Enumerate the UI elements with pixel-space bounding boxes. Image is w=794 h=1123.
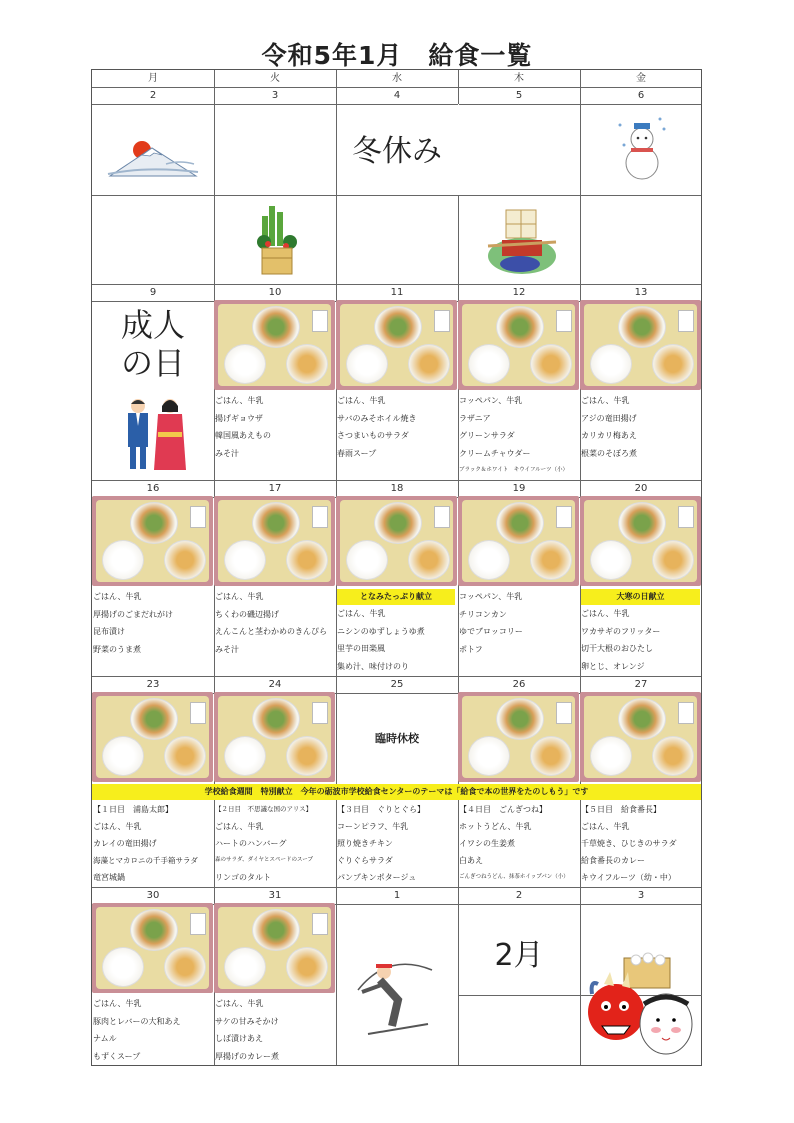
meal-photo (214, 300, 335, 390)
menu-item: 海藻とマカロニの千手箱サラダ (93, 856, 198, 865)
menu-item: サバのみそホイル焼き (337, 413, 417, 423)
date-label: 2 (515, 890, 523, 901)
menu-item: カリカリ梅あえ (581, 431, 637, 440)
menu-item: ごはん、牛乳 (93, 592, 142, 601)
meal-photo (580, 300, 701, 390)
menu-item: 【３日目 ぐりとぐら】 (337, 805, 425, 814)
daikan-menu-banner: 大寒の日献立 (581, 589, 700, 605)
menu-item: サケの甘みそかけ (215, 1016, 279, 1026)
menu-item: ホットうどん、牛乳 (459, 822, 532, 831)
meal-photo (92, 903, 213, 993)
menu-item: もずくスープ (93, 1051, 141, 1061)
menu-item: ラザニア (459, 413, 491, 423)
menu-item: ちくわの磯辺揚げ (215, 609, 279, 619)
menu-item: 里芋の田楽風 (337, 644, 385, 653)
menu-item: 春雨スープ (337, 448, 377, 458)
meal-photo (214, 496, 335, 586)
menu-jan-26 (459, 801, 577, 886)
date-label: 11 (390, 287, 404, 298)
menu-item: ごはん、牛乳 (215, 396, 264, 405)
menu-item: カレイの竜田揚げ (93, 839, 157, 848)
date-label: 30 (146, 890, 160, 901)
temporary-closure-label: 臨時休校 (375, 732, 419, 745)
kadomatsu-illustration (254, 202, 300, 278)
meal-photo (580, 692, 701, 782)
date-label: 3 (637, 890, 645, 901)
menu-item: 卵とじ、オレンジ (581, 661, 645, 671)
date-label: 31 (268, 890, 282, 901)
menu-item: ごはん、牛乳 (215, 592, 264, 601)
date-label: 2 (149, 90, 157, 101)
menu-jan-19 (459, 588, 577, 658)
menu-item: 白あえ (459, 856, 483, 865)
menu-item: ごはん、牛乳 (337, 609, 386, 618)
winter-break-label: 冬休み (352, 134, 442, 169)
meal-photo (458, 692, 579, 782)
date-label: 26 (512, 679, 526, 690)
menu-item: 韓国風あえもの (215, 431, 271, 440)
menu-item: ごはん、牛乳 (215, 822, 264, 831)
menu-jan-16 (93, 588, 211, 658)
menu-item: ゆでブロッコリー (459, 627, 523, 636)
menu-item: パンプキンポタージュ (337, 873, 417, 882)
meal-photo (214, 692, 335, 782)
date-label: 5 (515, 90, 523, 101)
date-label: 6 (637, 90, 645, 101)
menu-jan-23 (93, 801, 211, 886)
coming-of-age-couple-illustration (120, 396, 190, 476)
menu-item: ごはん、牛乳 (215, 999, 264, 1008)
menu-item: えんこんと茎わかめのきんぴら (215, 627, 327, 636)
meal-photo (458, 496, 579, 586)
menu-note: ブラック＆ホワイト キウイフルーツ（小） (459, 467, 568, 473)
meal-photo (458, 300, 579, 390)
date-label: 18 (390, 483, 404, 494)
menu-item: 【１日目 浦島太郎】 (93, 805, 173, 814)
menu-item: みそ汁 (215, 644, 239, 654)
date-label: 27 (634, 679, 648, 690)
meal-photo (92, 496, 213, 586)
menu-item: 切干大根のおひたし (581, 644, 653, 653)
meal-photo (580, 496, 701, 586)
menu-jan-20 (581, 605, 699, 675)
menu-item: 竜宮城鍋 (93, 873, 125, 882)
weekday-thu: 木 (514, 73, 524, 84)
weekday-mon: 月 (148, 73, 158, 84)
menu-item: ハートのハンバーグ (215, 839, 287, 848)
date-label: 10 (268, 287, 282, 298)
menu-item: 野菜のうま煮 (93, 644, 141, 654)
holiday-line: の日 (120, 344, 185, 382)
holiday-line: 成人 (120, 306, 185, 344)
menu-item: チリコンカン (459, 609, 507, 619)
meal-photo (336, 496, 457, 586)
menu-item: ごはん、牛乳 (93, 999, 142, 1008)
menu-item: アジの竜田揚げ (581, 413, 637, 423)
menu-item: 根菜のそぼろ煮 (581, 448, 637, 458)
menu-item: 千草焼き、ひじきのサラダ (581, 839, 677, 848)
date-label: 3 (271, 90, 279, 101)
menu-jan-18 (337, 605, 455, 675)
meal-photo (214, 903, 335, 993)
tonami-menu-banner: となみたっぷり献立 (337, 589, 455, 605)
menu-jan-12 (459, 392, 577, 480)
date-label: 12 (512, 287, 526, 298)
coming-of-age-day-label (92, 306, 214, 382)
menu-item: 給食番長のカレー (581, 856, 645, 865)
setsubun-oni-illustration (584, 950, 700, 1062)
menu-item: ぐりぐらサラダ (337, 856, 393, 865)
meal-photo (336, 300, 457, 390)
menu-item: ポトフ (459, 644, 483, 654)
date-label: 20 (634, 483, 648, 494)
menu-item: 【５日目 給食番長】 (581, 805, 661, 814)
menu-item: グリーンサラダ (459, 431, 515, 440)
menu-item: 森のサラダ、ダイヤとスペードのスープ (215, 857, 313, 863)
date-label: 23 (146, 679, 160, 690)
date-label: 1 (393, 890, 401, 901)
menu-item: ごはん、牛乳 (581, 822, 630, 831)
menu-jan-17 (215, 588, 333, 658)
menu-item: 豚肉とレバーの大和あえ (93, 1016, 181, 1026)
menu-item: 昆布漬け (93, 627, 125, 636)
menu-jan-24 (215, 801, 333, 886)
weekday-fri: 金 (636, 73, 646, 84)
meal-photo (92, 692, 213, 782)
menu-item: しば漬けあえ (215, 1034, 263, 1043)
menu-item: コッペパン、牛乳 (459, 592, 523, 601)
menu-item: ごはん、牛乳 (93, 822, 142, 831)
menu-jan-10 (215, 392, 333, 462)
weekday-wed: 水 (392, 73, 402, 84)
osechi-illustration (484, 208, 560, 278)
date-label: 16 (146, 483, 160, 494)
menu-note: ごんぎつねうどん、抹茶ホイップパン（小） (459, 874, 569, 880)
date-label: 19 (512, 483, 526, 494)
skier-illustration (348, 950, 444, 1040)
menu-item: キウイフルーツ（幼・中） (581, 873, 676, 882)
menu-item: ごはん、牛乳 (581, 609, 630, 618)
date-label: 24 (268, 679, 282, 690)
menu-item: 【４日目 ごんぎつね】 (459, 805, 547, 814)
menu-item: ごはん、牛乳 (581, 396, 630, 405)
menu-item: リンゴのタルト (215, 873, 271, 882)
menu-item: 厚揚げのごまだれがけ (93, 609, 173, 619)
menu-item: ナムル (93, 1034, 117, 1043)
date-label: 13 (634, 287, 648, 298)
menu-item: さつまいものサラダ (337, 431, 409, 440)
date-label: 9 (149, 287, 157, 298)
menu-item: ニシンのゆずしょうゆ煮 (337, 626, 425, 636)
menu-item: コッペパン、牛乳 (459, 396, 523, 405)
date-label: 25 (390, 679, 404, 690)
menu-jan-13 (581, 392, 699, 462)
menu-item: 揚げギョウザ (215, 413, 263, 423)
menu-item: クリームチャウダー (459, 448, 531, 458)
date-label: 17 (268, 483, 282, 494)
menu-item: ごはん、牛乳 (337, 396, 386, 405)
menu-item: 照り焼きチキン (337, 839, 393, 848)
page-title: 令和5年1月 給食一覧 (261, 41, 533, 70)
menu-item: 【２日目 不思議な国のアリス】 (215, 805, 313, 813)
mount-fuji-illustration (106, 138, 200, 180)
menu-jan-27 (581, 801, 699, 886)
menu-item: 厚揚げのカレー煮 (215, 1051, 279, 1061)
menu-item: 集め汁、味付けのり (337, 661, 409, 671)
menu-jan-11 (337, 392, 455, 462)
february-label: 2月 (494, 938, 544, 973)
snowman-illustration (612, 115, 672, 183)
date-label: 4 (393, 90, 401, 101)
menu-item: イワシの生姜煮 (459, 839, 515, 848)
menu-jan-31 (215, 995, 333, 1065)
menu-item: みそ汁 (215, 448, 239, 458)
menu-item: コーンピラフ、牛乳 (337, 822, 409, 831)
menu-jan-25 (337, 801, 455, 886)
school-lunch-week-banner: 学校給食週間 特別献立 今年の砺波市学校給食センターのテーマは「給食で本の世界をたのしもう」です (92, 784, 701, 800)
weekday-tue: 火 (270, 73, 280, 84)
menu-item: ワカサギのフリッター (581, 626, 661, 636)
menu-jan-30 (93, 995, 211, 1065)
